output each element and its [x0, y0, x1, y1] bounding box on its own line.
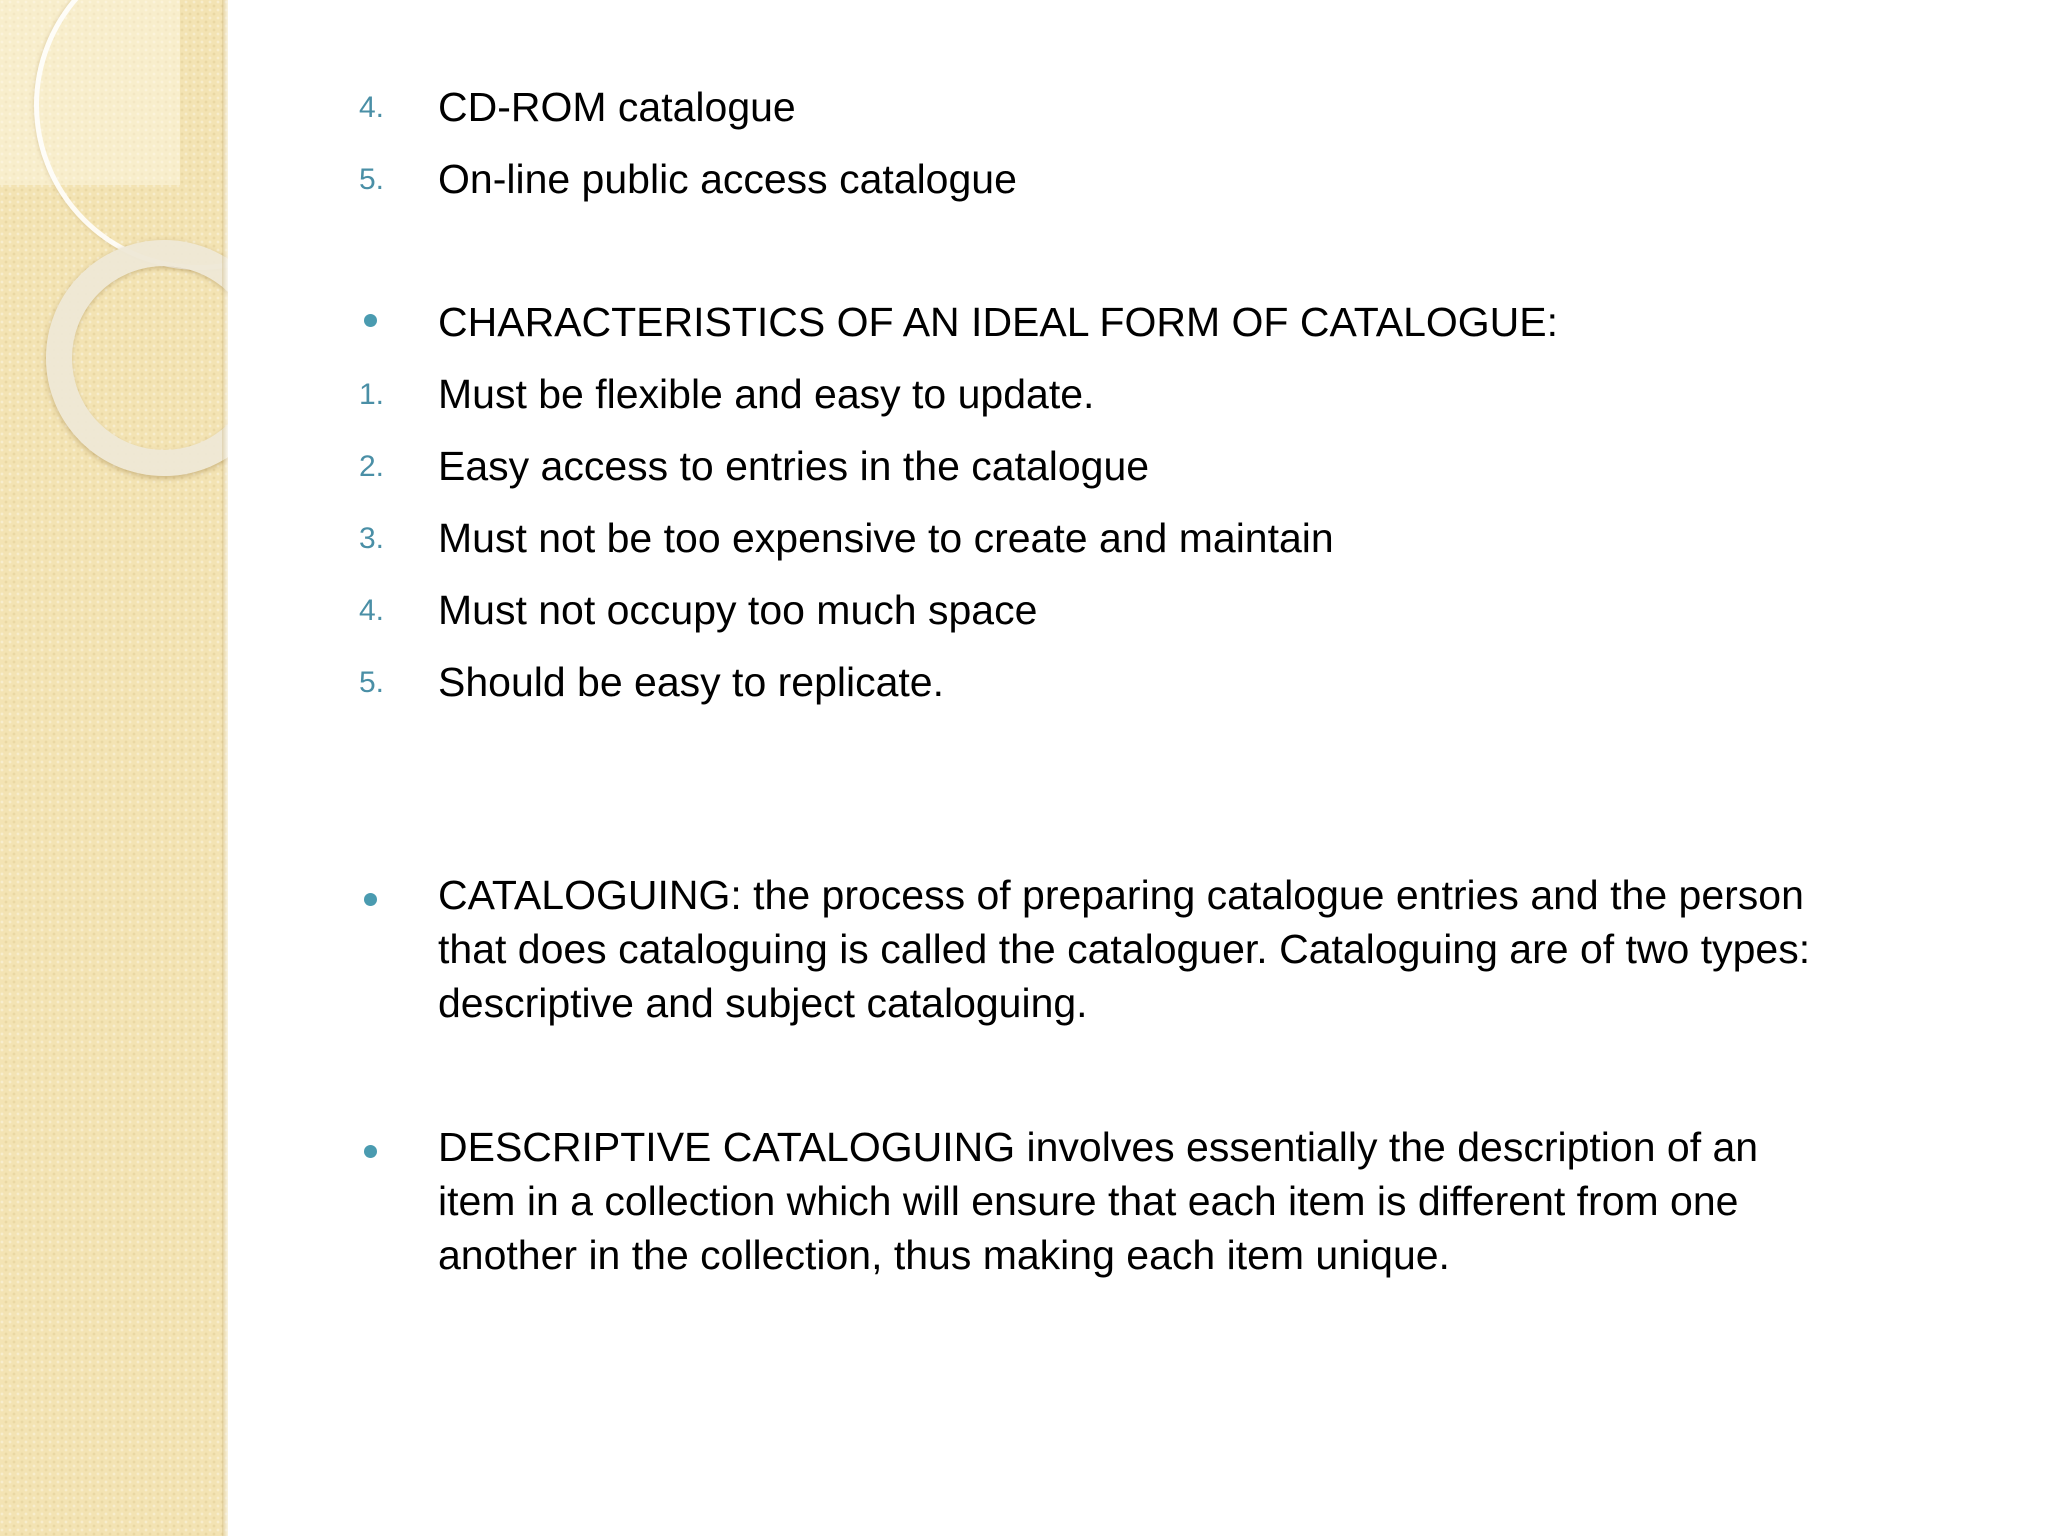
list-number: 5. [359, 163, 385, 196]
list-number: 5. [359, 666, 385, 699]
list-item: Must be flexible and easy to update. [438, 371, 1095, 417]
list-item: Must not occupy too much space [438, 587, 1038, 633]
list-number: 2. [359, 450, 385, 483]
list-item: Should be easy to replicate. [438, 659, 944, 705]
list-number: 1. [359, 378, 385, 411]
bullet-icon [364, 893, 377, 906]
bullet-icon [364, 1145, 377, 1158]
section-heading: CHARACTERISTICS OF AN IDEAL FORM OF CATALOGUE: [438, 299, 1559, 345]
descriptive-line: another in the collection, thus making each item unique. [438, 1232, 1450, 1278]
list-item: Easy access to entries in the catalogue [438, 443, 1150, 489]
cataloguing-line: CATALOGUING: the process of preparing catalogue entries and the person [438, 872, 1804, 918]
cataloguing-line: that does cataloguing is called the cataloguer. Cataloguing are of two types: [438, 926, 1811, 972]
descriptive-line: item in a collection which will ensure that each item is different from one [438, 1178, 1739, 1224]
bullet-icon [364, 314, 377, 327]
list-number: 3. [359, 522, 385, 555]
cataloguing-line: descriptive and subject cataloguing. [438, 980, 1088, 1026]
list-number: 4. [359, 91, 385, 124]
descriptive-line: DESCRIPTIVE CATALOGUING involves essentially the description of an [438, 1124, 1759, 1170]
list-item: On-line public access catalogue [438, 156, 1017, 202]
list-item: Must not be too expensive to create and maintain [438, 515, 1334, 561]
list-number: 4. [359, 594, 385, 627]
list-item: CD-ROM catalogue [438, 84, 796, 130]
